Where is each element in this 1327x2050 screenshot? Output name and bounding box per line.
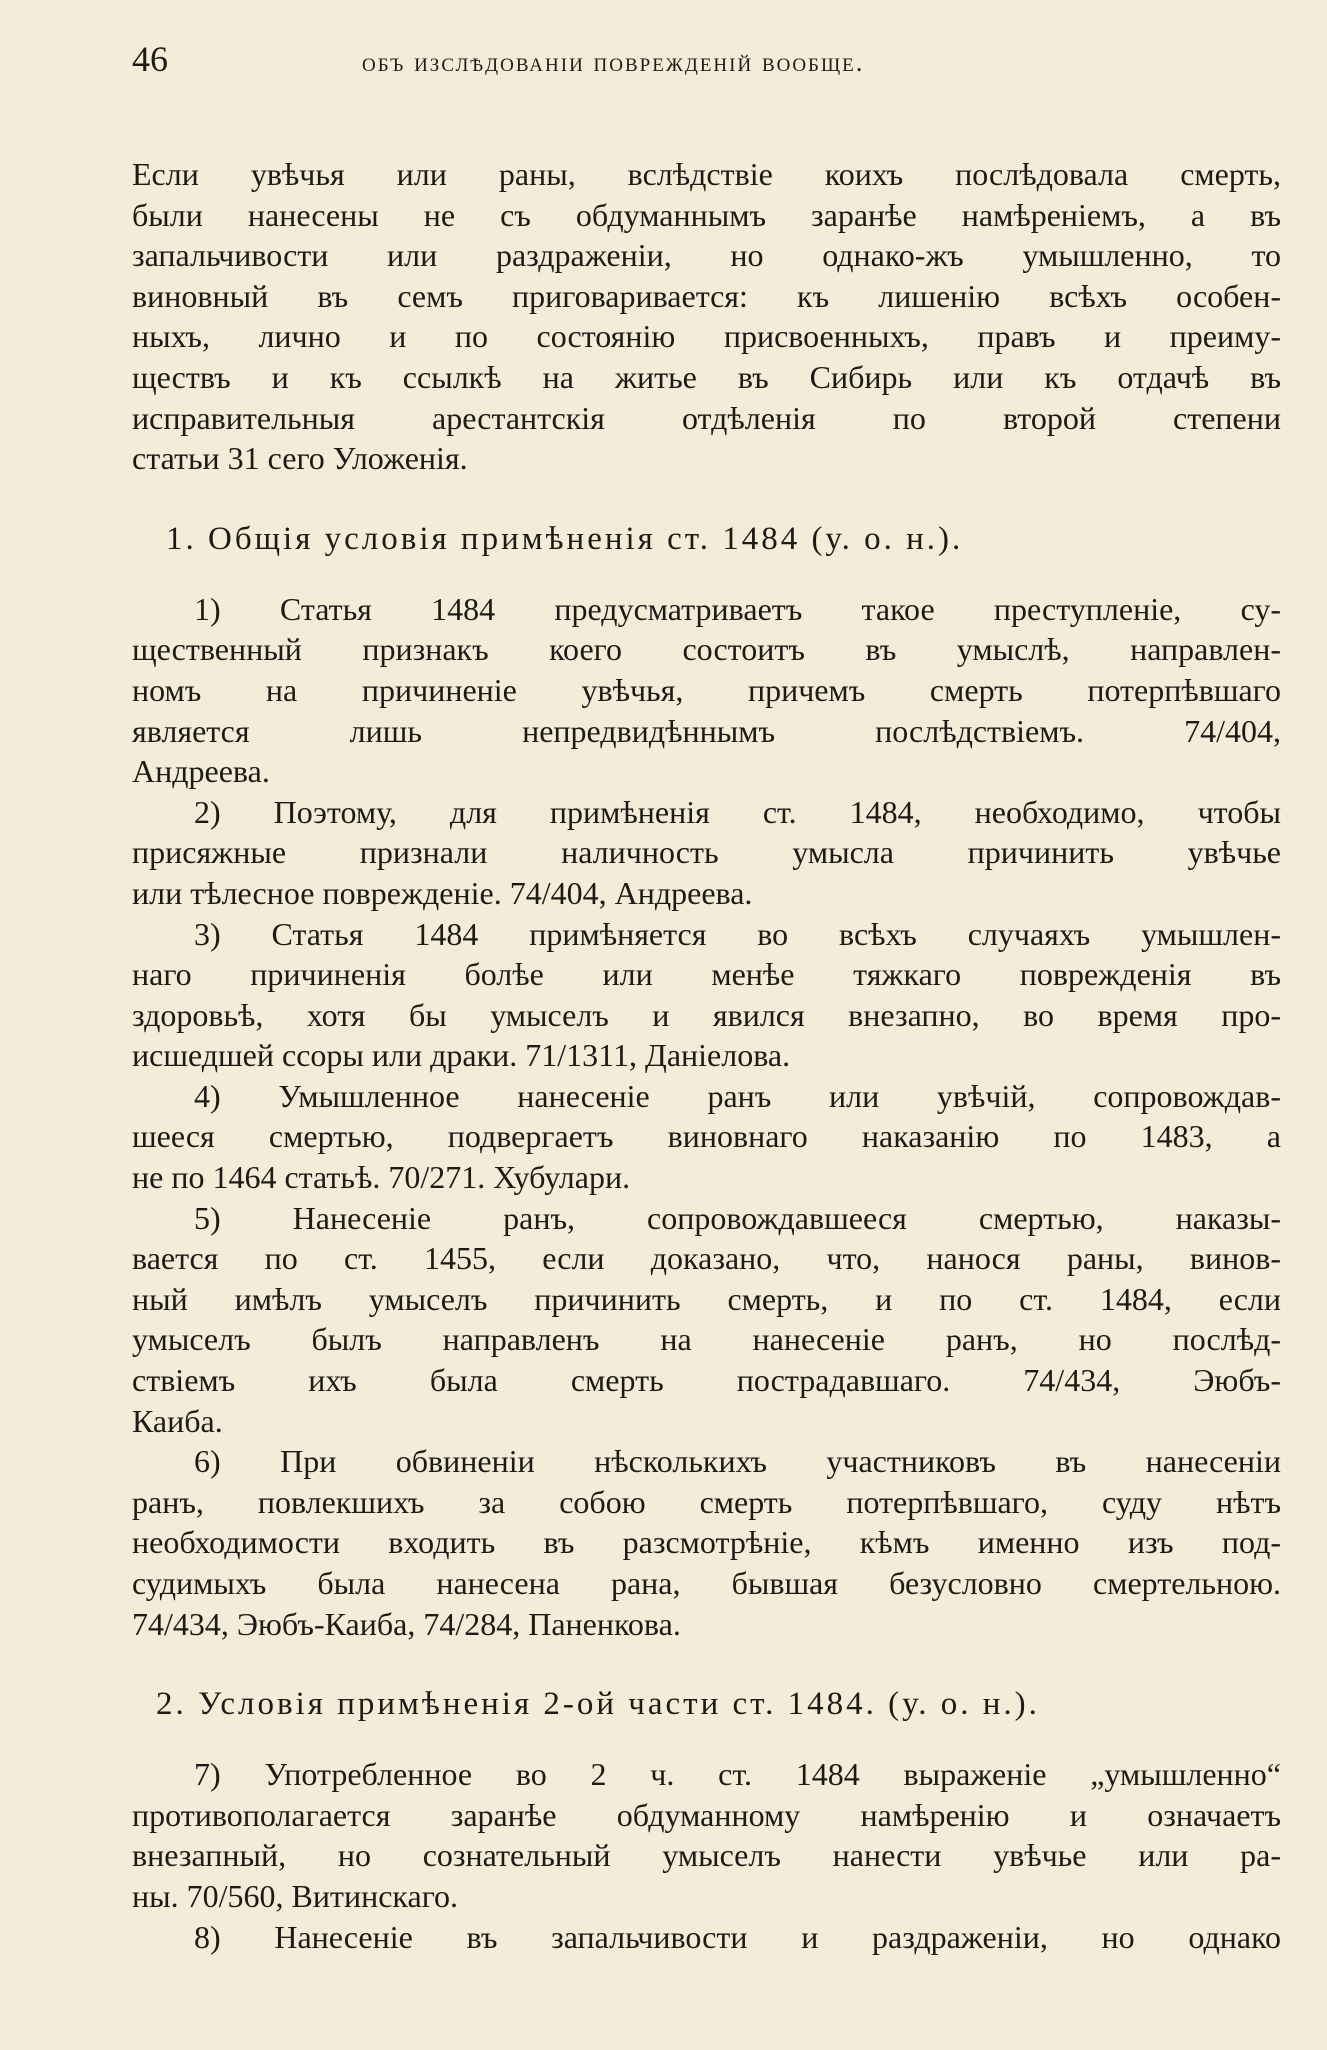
text-line: судимыхъ была нанесена рана, бывшая безусловно смертельною. <box>132 1565 1281 1601</box>
text-line: номъ на причиненіе увѣчья, причемъ смерть потерпѣвшаго <box>132 671 1281 708</box>
text-line: не по 1464 статьѣ. 70/271. Хубулари. <box>132 1159 631 1196</box>
text-line: исшедшей ссоры или драки. 71/1311, Даніелова. <box>132 1037 791 1074</box>
text-line: ществъ и къ ссылкѣ на житье въ Сибирь или къ отдачѣ въ <box>132 358 1281 395</box>
section-heading-1: 1. Общія условія примѣненія ст. 1484 (у. о. н.). <box>166 520 964 557</box>
section-2-body <box>132 1754 1281 1957</box>
text-line: ныхъ, лично и по состоянію присвоенныхъ, правъ и преиму- <box>132 318 1281 355</box>
section-1-body <box>132 589 1281 1644</box>
text-line: были нанесены не съ обдуманнымъ заранѣе намѣреніемъ, а въ <box>132 196 1281 233</box>
text-line: или тѣлесное поврежденіе. 74/404, Андреева. <box>132 874 753 911</box>
text-line: Каиба. <box>132 1402 223 1439</box>
text-line: умыселъ былъ направленъ на нанесеніе ранъ, но послѣд- <box>132 1321 1281 1358</box>
section-heading-2: 2. Условія примѣненія 2-ой части ст. 1484. (у. о. н.). <box>156 1686 1040 1723</box>
text-line: шееся смертью, подвергаетъ виновнаго наказанію по 1483, а <box>132 1118 1281 1155</box>
text-line: 2) Поэтому, для примѣненія ст. 1484, необходимо, чтобы <box>194 793 1281 830</box>
text-line: 6) При обвиненіи нѣсколькихъ участниковъ въ нанесеніи <box>194 1443 1281 1480</box>
text-line: 5) Нанесеніе ранъ, сопровождавшееся смертью, наказы- <box>194 1199 1281 1236</box>
text-line: необходимости входить въ разсмотрѣніе, кѣмъ именно изъ под- <box>132 1524 1281 1561</box>
text-line: щественный признакъ коего состоитъ въ умыслѣ, направлен- <box>132 631 1281 668</box>
text-line: запальчивости или раздраженіи, но однако-жъ умышленно, то <box>132 237 1281 274</box>
text-line: 8) Нанесеніе въ запальчивости и раздраженіи, но однако <box>194 1918 1281 1955</box>
text-line: Андреева. <box>132 753 270 790</box>
running-head: объ изслѣдованіи поврежденій вообще. <box>362 47 865 77</box>
text-line: ны. 70/560, Витинскаго. <box>132 1877 459 1914</box>
page-number: 46 <box>132 39 168 79</box>
text-line: является лишь непредвидѣннымъ послѣдствіемъ. 74/404, <box>132 712 1281 749</box>
text-line: 7) Употребленное во 2 ч. ст. 1484 выраженіе „умышленно“ <box>194 1756 1281 1793</box>
text-line: статьи 31 сего Уложенія. <box>132 440 468 477</box>
text-line: исправительныя арестантскія отдѣленія по второй степени <box>132 399 1281 436</box>
text-line: 1) Статья 1484 предусматриваетъ такое преступленіе, су- <box>194 590 1281 627</box>
text-line: ный имѣлъ умыселъ причинить смерть, и по ст. 1484, если <box>132 1280 1281 1317</box>
text-line: вается по ст. 1455, если доказано, что, нанося раны, винов- <box>132 1240 1281 1277</box>
text-line: ранъ, повлекшихъ за собою смерть потерпѣвшаго, суду нѣтъ <box>132 1483 1281 1520</box>
page-header <box>132 38 1281 98</box>
text-line: виновный въ семъ приговаривается: къ лишенію всѣхъ особен- <box>132 277 1281 314</box>
text-line: здоровьѣ, хотя бы умыселъ и явился внезапно, во время про- <box>132 996 1281 1033</box>
text-line: наго причиненія болѣе или менѣе тяжкаго поврежденія въ <box>132 956 1281 993</box>
text-line: присяжные признали наличность умысла причинить увѣчье <box>132 834 1281 871</box>
intro-paragraph <box>132 154 1281 479</box>
text-line: внезапный, но сознательный умыселъ нанести увѣчье или ра- <box>132 1837 1281 1874</box>
text-line: 3) Статья 1484 примѣняется во всѣхъ случаяхъ умышлен- <box>194 915 1281 952</box>
text-line: Если увѣчья или раны, вслѣдствіе коихъ послѣдовала смерть, <box>132 156 1281 192</box>
text-line: 74/434, Эюбъ-Каиба, 74/284, Паненкова. <box>132 1605 681 1642</box>
text-line: противополагается заранѣе обдуманному намѣренію и означаетъ <box>132 1796 1281 1833</box>
text-line: 4) Умышленное нанесеніе ранъ или увѣчій, сопровождав- <box>194 1077 1281 1114</box>
text-line: ствіемъ ихъ была смерть пострадавшаго. 74/434, Эюбъ- <box>132 1362 1281 1399</box>
